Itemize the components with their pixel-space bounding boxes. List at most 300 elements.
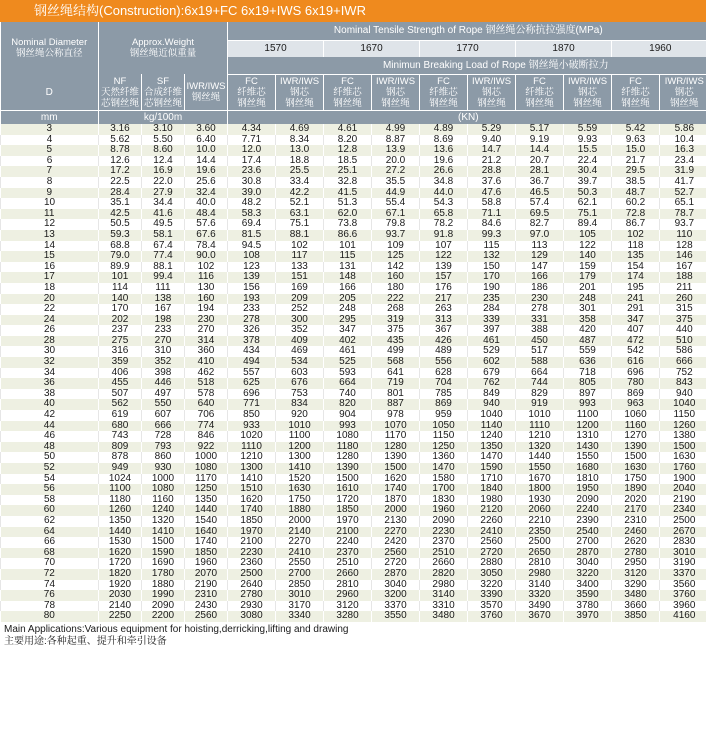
diameter-cell: 50 — [1, 452, 99, 463]
fc-label: FC — [533, 75, 546, 87]
value-cell: 117 — [276, 251, 324, 262]
value-cell: 1050 — [420, 421, 468, 432]
value-cell: 1240 — [468, 431, 516, 442]
table-row — [1, 527, 706, 538]
value-cell: 2830 — [660, 537, 706, 548]
value-cell: 375 — [660, 315, 706, 326]
value-cell: 1500 — [660, 442, 706, 453]
table-row — [1, 516, 706, 527]
value-cell: 102 — [612, 230, 660, 241]
iwr-label-cn2: 钢丝绳 — [477, 97, 506, 109]
value-cell: 201 — [564, 283, 612, 294]
value-cell: 2660 — [324, 569, 372, 580]
value-cell: 20.7 — [516, 156, 564, 167]
diameter-cell: 42 — [1, 410, 99, 421]
value-cell: 922 — [185, 442, 228, 453]
diameter-cell: 3 — [1, 124, 99, 135]
diameter-cell: 34 — [1, 368, 99, 379]
value-cell: 13.6 — [420, 145, 468, 156]
fc-1770-header — [420, 74, 468, 111]
value-cell: 188 — [660, 272, 706, 283]
value-cell: 933 — [228, 421, 276, 432]
table-row — [1, 241, 706, 252]
value-cell: 52.7 — [660, 188, 706, 199]
value-cell: 406 — [99, 368, 142, 379]
value-cell: 3040 — [372, 580, 420, 591]
value-cell: 2540 — [564, 527, 612, 538]
value-cell: 744 — [516, 378, 564, 389]
value-cell: 5.62 — [99, 135, 142, 146]
table-row — [1, 484, 706, 495]
value-cell: 3190 — [660, 558, 706, 569]
value-cell: 3220 — [468, 580, 516, 591]
value-cell: 529 — [468, 346, 516, 357]
value-cell: 3550 — [372, 611, 420, 622]
value-cell: 139 — [420, 262, 468, 273]
value-cell: 315 — [660, 304, 706, 315]
value-cell: 2020 — [612, 495, 660, 506]
fc-label: FC — [437, 75, 450, 87]
value-cell: 1700 — [420, 484, 468, 495]
value-cell: 1210 — [516, 431, 564, 442]
value-cell: 12.6 — [99, 156, 142, 167]
value-cell: 102 — [185, 262, 228, 273]
value-cell: 22.0 — [142, 177, 185, 188]
value-cell: 1440 — [516, 452, 564, 463]
value-cell: 248 — [324, 304, 372, 315]
approx-weight-header — [99, 22, 228, 74]
value-cell: 159 — [564, 262, 612, 273]
value-cell: 295 — [324, 315, 372, 326]
value-cell: 107 — [420, 241, 468, 252]
value-cell: 1040 — [660, 399, 706, 410]
value-cell: 1470 — [420, 463, 468, 474]
value-cell: 1410 — [276, 463, 324, 474]
fc-label: FC — [245, 75, 258, 87]
value-cell: 2720 — [372, 558, 420, 569]
value-cell: 12.0 — [228, 145, 276, 156]
value-cell: 62.0 — [324, 209, 372, 220]
value-cell: 676 — [276, 378, 324, 389]
value-cell: 586 — [660, 346, 706, 357]
value-cell: 252 — [276, 304, 324, 315]
table-row — [1, 251, 706, 262]
value-cell: 58.8 — [468, 198, 516, 209]
value-cell: 8.34 — [276, 135, 324, 146]
grade-1870: 1870 — [516, 40, 612, 57]
value-cell: 4.61 — [324, 124, 372, 135]
value-cell: 78.7 — [660, 209, 706, 220]
value-cell: 593 — [324, 368, 372, 379]
value-cell: 1000 — [142, 474, 185, 485]
value-cell: 268 — [372, 304, 420, 315]
value-cell: 50.5 — [99, 219, 142, 230]
value-cell: 233 — [228, 304, 276, 315]
value-cell: 78.4 — [185, 241, 228, 252]
value-cell: 489 — [420, 346, 468, 357]
value-cell: 1530 — [99, 537, 142, 548]
value-cell: 157 — [420, 272, 468, 283]
value-cell: 2950 — [612, 558, 660, 569]
value-cell: 2500 — [228, 569, 276, 580]
value-cell: 301 — [564, 304, 612, 315]
value-cell: 3490 — [516, 601, 564, 612]
value-cell: 434 — [228, 346, 276, 357]
value-cell: 1320 — [516, 442, 564, 453]
value-cell: 128 — [660, 241, 706, 252]
value-cell: 2510 — [420, 548, 468, 559]
table-row — [1, 198, 706, 209]
iwr-label: IWR/IWS — [471, 75, 512, 87]
value-cell: 16.9 — [142, 166, 185, 177]
value-cell: 1820 — [99, 569, 142, 580]
value-cell: 1830 — [420, 495, 468, 506]
value-cell: 1880 — [142, 580, 185, 591]
value-cell: 420 — [564, 325, 612, 336]
value-cell: 300 — [276, 315, 324, 326]
value-cell: 1170 — [185, 474, 228, 485]
value-cell: 1150 — [660, 410, 706, 421]
value-cell: 2650 — [516, 548, 564, 559]
value-cell: 1320 — [142, 516, 185, 527]
value-cell: 3340 — [276, 611, 324, 622]
diameter-cell: 18 — [1, 283, 99, 294]
table-row — [1, 368, 706, 379]
unit-kn: (KN) — [228, 111, 706, 125]
value-cell: 167 — [660, 262, 706, 273]
iwr-label: IWR/IWS — [375, 75, 416, 87]
value-cell: 3960 — [660, 601, 706, 612]
value-cell: 194 — [185, 304, 228, 315]
value-cell: 1780 — [142, 569, 185, 580]
value-cell: 628 — [420, 368, 468, 379]
value-cell: 1150 — [420, 431, 468, 442]
value-cell: 2090 — [564, 495, 612, 506]
value-cell: 15.0 — [612, 145, 660, 156]
nf-label: NF — [113, 75, 127, 87]
value-cell: 3590 — [564, 590, 612, 601]
value-cell: 5.59 — [564, 124, 612, 135]
table-row — [1, 188, 706, 199]
value-cell: 4.99 — [372, 124, 420, 135]
value-cell: 20.0 — [372, 156, 420, 167]
value-cell: 1170 — [372, 431, 420, 442]
value-cell: 9.40 — [468, 135, 516, 146]
value-cell: 5.29 — [468, 124, 516, 135]
value-cell: 2360 — [228, 558, 276, 569]
grade-1770: 1770 — [420, 40, 516, 57]
value-cell: 44.9 — [372, 188, 420, 199]
value-cell: 388 — [516, 325, 564, 336]
value-cell: 101 — [99, 272, 142, 283]
value-cell: 607 — [142, 410, 185, 421]
value-cell: 176 — [420, 283, 468, 294]
value-cell: 14.4 — [516, 145, 564, 156]
value-cell: 397 — [468, 325, 516, 336]
value-cell: 1100 — [276, 431, 324, 442]
table-row — [1, 580, 706, 591]
diameter-cell: 9 — [1, 188, 99, 199]
value-cell: 2090 — [142, 601, 185, 612]
value-cell: 160 — [185, 294, 228, 305]
value-cell: 640 — [185, 399, 228, 410]
value-cell: 2720 — [468, 548, 516, 559]
value-cell: 46.5 — [516, 188, 564, 199]
value-cell: 588 — [516, 357, 564, 368]
value-cell: 110 — [660, 230, 706, 241]
value-cell: 230 — [516, 294, 564, 305]
value-cell: 993 — [324, 421, 372, 432]
value-cell: 704 — [420, 378, 468, 389]
fc-label: FC — [341, 75, 354, 87]
value-cell: 2310 — [612, 516, 660, 527]
value-cell: 1040 — [468, 410, 516, 421]
value-cell: 50.3 — [564, 188, 612, 199]
value-cell: 139 — [228, 272, 276, 283]
value-cell: 48.7 — [612, 188, 660, 199]
value-cell: 2060 — [516, 505, 564, 516]
table-row — [1, 537, 706, 548]
value-cell: 42.2 — [276, 188, 324, 199]
value-cell: 2560 — [185, 611, 228, 622]
diameter-cell: 78 — [1, 601, 99, 612]
value-cell: 752 — [660, 368, 706, 379]
value-cell: 93.7 — [660, 219, 706, 230]
value-cell: 1440 — [99, 527, 142, 538]
value-cell: 166 — [324, 283, 372, 294]
value-cell: 869 — [420, 399, 468, 410]
value-cell: 148 — [324, 272, 372, 283]
table-row — [1, 431, 706, 442]
value-cell: 1180 — [99, 495, 142, 506]
value-cell: 4.69 — [276, 124, 324, 135]
iwr-label-cn2: 钢丝绳 — [670, 97, 699, 109]
iwr-label: IWR/IWS — [664, 75, 704, 87]
table-row — [1, 442, 706, 453]
value-cell: 1960 — [185, 558, 228, 569]
value-cell: 487 — [564, 336, 612, 347]
value-cell: 3120 — [612, 569, 660, 580]
value-cell: 278 — [228, 315, 276, 326]
value-cell: 897 — [564, 389, 612, 400]
diameter-cell: 48 — [1, 442, 99, 453]
value-cell: 3400 — [564, 580, 612, 591]
value-cell: 90.0 — [185, 251, 228, 262]
iwr-1570-header — [276, 74, 324, 111]
value-cell: 82.7 — [516, 219, 564, 230]
value-cell: 3480 — [612, 590, 660, 601]
value-cell: 5.86 — [660, 124, 706, 135]
value-cell: 494 — [228, 357, 276, 368]
value-cell: 1620 — [228, 495, 276, 506]
value-cell: 170 — [99, 304, 142, 315]
value-cell: 316 — [99, 346, 142, 357]
iwr-label: IWR/IWS — [279, 75, 320, 87]
value-cell: 55.4 — [372, 198, 420, 209]
value-cell: 1060 — [612, 410, 660, 421]
value-cell: 718 — [564, 368, 612, 379]
value-cell: 28.4 — [99, 188, 142, 199]
value-cell: 719 — [372, 378, 420, 389]
value-cell: 115 — [324, 251, 372, 262]
value-cell: 919 — [516, 399, 564, 410]
value-cell: 205 — [324, 294, 372, 305]
value-cell: 25.6 — [185, 177, 228, 188]
value-cell: 1580 — [420, 474, 468, 485]
diameter-cell: 6 — [1, 156, 99, 167]
table-row — [1, 474, 706, 485]
approx-weight-en: Approx.Weight — [131, 37, 195, 48]
iwr-label-cn: 钢芯 — [482, 86, 502, 98]
iwr-weight-label: IWR/IWS — [186, 81, 226, 92]
value-cell: 2070 — [185, 569, 228, 580]
value-cell: 31.9 — [660, 166, 706, 177]
table-row — [1, 294, 706, 305]
value-cell: 753 — [276, 389, 324, 400]
value-cell: 743 — [99, 431, 142, 442]
value-cell: 1800 — [516, 484, 564, 495]
value-cell: 18.8 — [276, 156, 324, 167]
value-cell: 2700 — [276, 569, 324, 580]
table-row — [1, 548, 706, 559]
table-row — [1, 124, 706, 135]
value-cell: 1430 — [564, 442, 612, 453]
value-cell: 625 — [228, 378, 276, 389]
grade-1960: 1960 — [612, 40, 706, 57]
value-cell: 79.0 — [99, 251, 142, 262]
fc-1870-header — [516, 74, 564, 111]
value-cell: 93.7 — [372, 230, 420, 241]
applications-cn: 主要用途:各种起重、提升和牵引设备 — [4, 635, 167, 647]
iwr-label-cn: 钢芯 — [578, 86, 598, 98]
value-cell: 1960 — [420, 505, 468, 516]
value-cell: 88.1 — [276, 230, 324, 241]
value-cell: 1850 — [185, 548, 228, 559]
value-cell: 195 — [612, 283, 660, 294]
iwr-weight-label-cn: 钢丝绳 — [191, 92, 221, 103]
value-cell: 550 — [142, 399, 185, 410]
value-cell: 156 — [228, 283, 276, 294]
fc-label: FC — [629, 75, 642, 87]
diameter-cell: 68 — [1, 548, 99, 559]
value-cell: 562 — [99, 399, 142, 410]
value-cell: 1670 — [516, 474, 564, 485]
value-cell: 2550 — [276, 558, 324, 569]
value-cell: 17.2 — [99, 166, 142, 177]
diameter-cell: 17 — [1, 272, 99, 283]
value-cell: 359 — [99, 357, 142, 368]
approx-weight-cn: 钢丝绳近似重量 — [129, 48, 197, 59]
table-row — [1, 336, 706, 347]
value-cell: 1390 — [372, 452, 420, 463]
diameter-cell: 8 — [1, 177, 99, 188]
value-cell: 2370 — [420, 537, 468, 548]
unit-weight: kg/100m — [99, 111, 228, 125]
diameter-cell: 40 — [1, 399, 99, 410]
value-cell: 3280 — [324, 611, 372, 622]
value-cell: 63.1 — [276, 209, 324, 220]
value-cell: 1280 — [324, 452, 372, 463]
value-cell: 6.40 — [185, 135, 228, 146]
value-cell: 1620 — [99, 548, 142, 559]
value-cell: 2250 — [99, 611, 142, 622]
value-cell: 291 — [612, 304, 660, 315]
value-cell: 1200 — [276, 442, 324, 453]
value-cell: 116 — [185, 272, 228, 283]
value-cell: 762 — [468, 378, 516, 389]
value-cell: 869 — [612, 389, 660, 400]
value-cell: 34.8 — [420, 177, 468, 188]
iwr-label-cn2: 钢丝绳 — [573, 97, 602, 109]
value-cell: 2170 — [612, 505, 660, 516]
value-cell: 9.63 — [612, 135, 660, 146]
value-cell: 1840 — [468, 484, 516, 495]
value-cell: 780 — [612, 378, 660, 389]
table-row — [1, 590, 706, 601]
value-cell: 1680 — [564, 463, 612, 474]
value-cell: 2270 — [276, 537, 324, 548]
value-cell: 25.1 — [324, 166, 372, 177]
value-cell: 469 — [276, 346, 324, 357]
diameter-cell: 66 — [1, 537, 99, 548]
value-cell: 1350 — [185, 495, 228, 506]
value-cell: 1070 — [372, 421, 420, 432]
value-cell: 39.0 — [228, 188, 276, 199]
value-cell: 10.4 — [660, 135, 706, 146]
value-cell: 2230 — [420, 527, 468, 538]
value-cell: 1740 — [228, 505, 276, 516]
value-cell: 728 — [142, 431, 185, 442]
value-cell: 75.1 — [564, 209, 612, 220]
nf-label-cn2: 芯钢丝绳 — [100, 97, 139, 109]
value-cell: 313 — [420, 315, 468, 326]
value-cell: 14.7 — [468, 145, 516, 156]
value-cell: 62.1 — [564, 198, 612, 209]
value-cell: 1470 — [468, 452, 516, 463]
iwr-label-cn: 钢芯 — [674, 86, 694, 98]
fc-1670-header — [324, 74, 372, 111]
value-cell: 2390 — [564, 516, 612, 527]
diameter-cell: 56 — [1, 484, 99, 495]
value-cell: 35.5 — [372, 177, 420, 188]
value-cell: 125 — [372, 251, 420, 262]
table-body — [1, 124, 706, 622]
value-cell: 1020 — [228, 431, 276, 442]
value-cell: 2140 — [99, 601, 142, 612]
value-cell: 3570 — [468, 601, 516, 612]
value-cell: 1970 — [228, 527, 276, 538]
value-cell: 94.5 — [228, 241, 276, 252]
iwr-1960-header — [660, 74, 706, 111]
table-row — [1, 145, 706, 156]
value-cell: 358 — [564, 315, 612, 326]
value-cell: 37.6 — [468, 177, 516, 188]
value-cell: 8.20 — [324, 135, 372, 146]
value-cell: 616 — [612, 357, 660, 368]
value-cell: 1380 — [660, 431, 706, 442]
value-cell: 1250 — [185, 484, 228, 495]
fc-label-cn: 纤维芯 — [333, 86, 362, 98]
value-cell: 1930 — [516, 495, 564, 506]
value-cell: 34.4 — [142, 198, 185, 209]
value-cell: 3170 — [276, 601, 324, 612]
value-cell: 410 — [185, 357, 228, 368]
value-cell: 2620 — [612, 537, 660, 548]
value-cell: 3780 — [564, 601, 612, 612]
value-cell: 3480 — [420, 611, 468, 622]
value-cell: 23.6 — [228, 166, 276, 177]
value-cell: 740 — [324, 389, 372, 400]
